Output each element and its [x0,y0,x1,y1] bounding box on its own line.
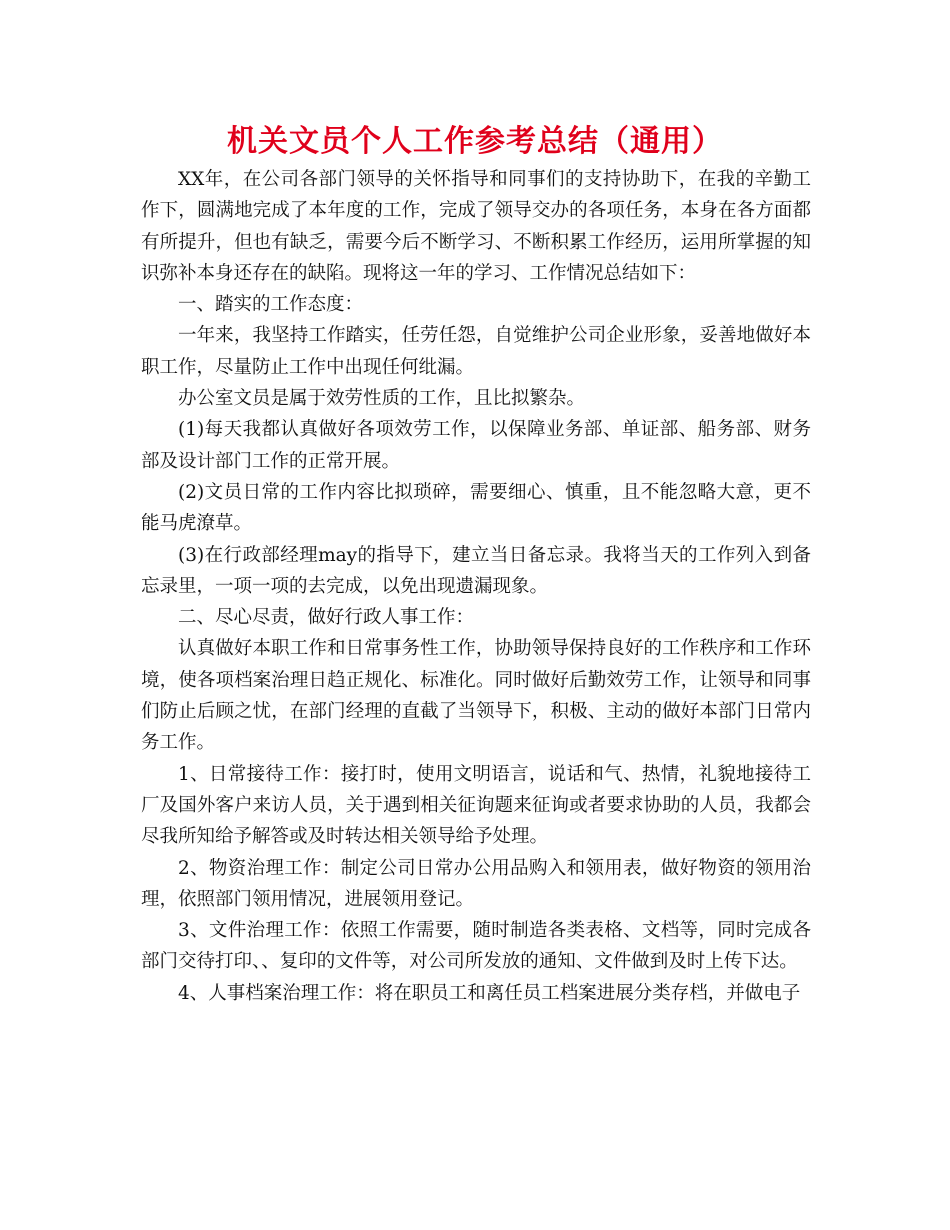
paragraph: 一年来，我坚持工作踏实，任劳任怨，自觉维护公司企业形象，妥善地做好本职工作，尽量防止工作中出现任何纰漏。 [141,325,811,378]
list-item: 3、文件治理工作：依照工作需要，随时制造各类表格、文档等，同时完成各部门交待打印、、复印的文件等，对公司所发放的通知、文件做到及时上传下达。 [141,920,811,973]
list-item: (3)在行政部经理may的指导下，建立当日备忘录。我将当天的工作列入到备忘录里，一项一项的去完成，以免出现遗漏现象。 [141,544,811,597]
list-item: 1、日常接待工作：接打时，使用文明语言，说话和气、热情，礼貌地接待工厂及国外客户来访人员，关于遇到相关征询题来征询或者要求协助的人员，我都会尽我所知给予解答或及时转达相关领导给予处理。 [141,763,811,848]
section-heading-admin-hr: 二、尽心尽责，做好行政人事工作： [178,607,475,629]
paragraph: 认真做好本职工作和日常事务性工作，协助领导保持良好的工作秩序和工作环境，使各项档案治理日趋正规化、标准化。同时做好后勤效劳工作，让领导和同事们防止后顾之忧，在部门经理的直截了当领导下，积极、主动的做好本部门日常内务工作。 [141,638,811,754]
list-item: 4、人事档案治理工作：将在职员工和离任员工档案进展分类存档，并做电子 [178,982,801,1004]
list-item: (1)每天我都认真做好各项效劳工作，以保障业务部、单证部、船务部、财务部及设计部门工作的正常开展。 [141,419,811,472]
list-item: 2、物资治理工作：制定公司日常办公用品购入和领用表，做好物资的领用治理，依照部门领用情况，进展领用登记。 [141,857,811,910]
list-item: (2)文员日常的工作内容比拟琐碎，需要细心、慎重，且不能忽略大意，更不能马虎潦草。 [141,481,811,535]
section-heading-work-attitude: 一、踏实的工作态度： [178,294,364,316]
document-body [141,164,811,1009]
paragraph-intro: XX年，在公司各部门领导的关怀指导和同事们的支持协助下，在我的辛勤工作下，圆满地完成了本年度的工作，完成了领导交办的各项任务，本身在各方面都有所提升，但也有缺乏，需要今后不断学习、不断积累工作经历，运用所掌握的知识弥补本身还存在的缺陷。现将这一年的学习、工作情况总结如下： [141,169,811,284]
document-title: 机关文员个人工作参考总结（通用） [227,124,723,159]
paragraph: 办公室文员是属于效劳性质的工作，且比拟繁杂。 [178,388,586,410]
